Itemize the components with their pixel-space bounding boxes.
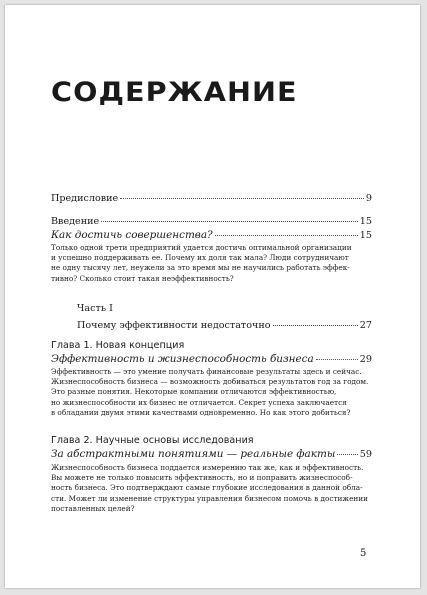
toc-entry-label: Как достичь совершенства? bbox=[51, 229, 213, 241]
dot-leader bbox=[273, 325, 358, 326]
toc-entry-label: Предисловие bbox=[51, 193, 119, 204]
dot-leader bbox=[120, 198, 364, 199]
summary-line: поставленных целей? bbox=[51, 503, 135, 513]
intro-summary bbox=[51, 243, 373, 284]
summary-line: Только одной трети предприятий удается достичь оптимальной организации bbox=[51, 243, 352, 252]
toc-entry-label: Почему эффективности недостаточно bbox=[77, 320, 271, 331]
chapter-2-summary bbox=[51, 463, 373, 514]
toc-entry-preface[interactable] bbox=[51, 193, 372, 205]
toc-entry-label: За абстрактными понятиями — реальные факты bbox=[51, 448, 336, 460]
toc-page-number: 29 bbox=[359, 354, 372, 365]
chapter-2-heading: Глава 2. Научные основы исследования bbox=[51, 435, 254, 446]
summary-line: Эффективность — это умение получать финансовые результаты здесь и сейчас. bbox=[51, 367, 362, 376]
summary-line: Жизнеспособность бизнеса поддается измерению так же, как и эффективность. bbox=[51, 463, 364, 472]
summary-line: сти. Может ли изменение структуры управления бизнесом помочь в достижении bbox=[51, 493, 369, 503]
toc-entry-chapter-1[interactable] bbox=[51, 353, 372, 366]
summary-line: ность бизнеса. Это подтверждают самые глубокие исследования в данной обла- bbox=[51, 483, 363, 493]
toc-entry-label: Введение bbox=[51, 216, 100, 227]
dot-leader bbox=[337, 454, 358, 455]
page-number: 5 bbox=[360, 548, 367, 559]
summary-line: тивно? Сколько стоит такая неэффективность? bbox=[51, 273, 234, 283]
book-page bbox=[5, 5, 420, 588]
summary-line: не одну тысячу лет, неужели за это время мы не научились работать эффек- bbox=[51, 263, 350, 273]
summary-line: и успешно поддерживать ее. Почему их доля так мала? Люди сотрудничают bbox=[51, 253, 349, 263]
part-label: Часть I bbox=[77, 303, 113, 314]
toc-entry-label: Эффективность и жизнеспособность бизнеса bbox=[51, 353, 314, 365]
dot-leader bbox=[215, 235, 358, 236]
toc-entry-part1[interactable] bbox=[77, 320, 372, 332]
chapter-1-heading: Глава 1. Новая концепция bbox=[51, 340, 185, 351]
toc-entry-intro[interactable] bbox=[51, 216, 372, 228]
page-title: СОДЕРЖАНИЕ bbox=[51, 77, 298, 108]
chapter-1-summary bbox=[51, 367, 373, 418]
toc-page-number: 15 bbox=[359, 216, 372, 227]
summary-line: в обладании двумя этими качествами одновременно. Но как этого добиться? bbox=[51, 407, 351, 417]
dot-leader bbox=[101, 221, 358, 222]
toc-page-number: 59 bbox=[359, 449, 372, 460]
dot-leader bbox=[316, 359, 358, 360]
toc-entry-chapter-2[interactable] bbox=[51, 448, 372, 461]
summary-line: Это разные понятия. Некоторые компании отличаются эффективностью, bbox=[51, 387, 337, 397]
toc-entry-intro-subtitle[interactable] bbox=[51, 229, 372, 242]
summary-line: Жизнеспособность бизнеса — возможность добиваться результатов год за годом. bbox=[51, 377, 369, 387]
summary-line: но жизнеспособности их бизнес не отличается. Секрет успеха заключается bbox=[51, 397, 347, 407]
toc-page-number: 27 bbox=[359, 320, 372, 331]
toc-page-number: 9 bbox=[365, 193, 372, 204]
summary-line: Вы можете не только повысить эффективность, но и поправить жизнеспособ- bbox=[51, 473, 353, 483]
toc-page-number: 15 bbox=[359, 230, 372, 241]
